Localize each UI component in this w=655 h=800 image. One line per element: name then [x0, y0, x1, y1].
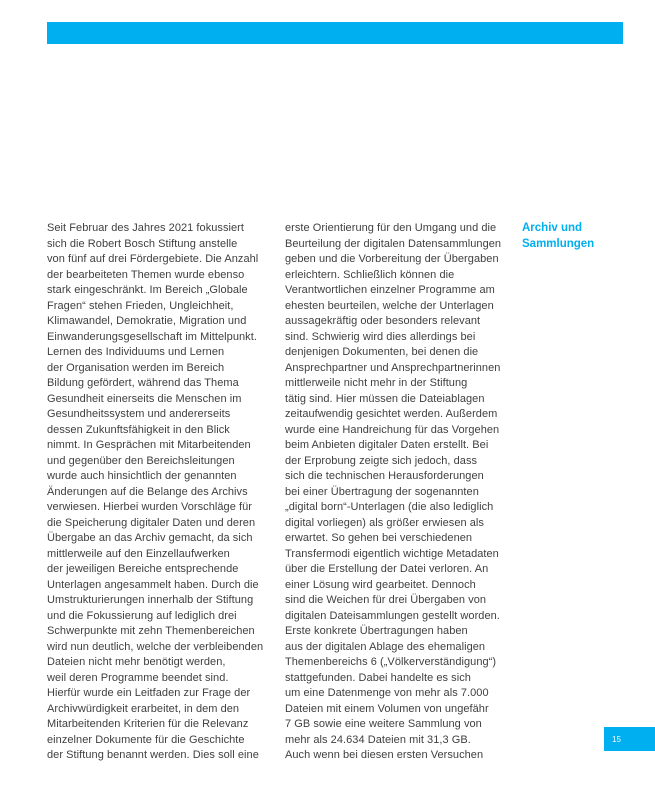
text-line: Auch wenn bei diesen ersten Versuchen	[285, 749, 484, 761]
page-number: 15	[612, 734, 621, 744]
text-line: Hierfür wurde ein Leitfaden zur Frage der	[47, 687, 251, 699]
text-line: der Organisation werden im Bereich	[47, 361, 225, 374]
text-line: der Erprobung zeigte sich jedoch, dass	[285, 454, 478, 467]
text-line: mehr als 24.634 Dateien mit 31,3 GB.	[285, 733, 471, 746]
text-line: nimmt. In Gesprächen mit Mitarbeitenden	[47, 439, 251, 451]
text-line: wurde auch hinsichtlich der genannten	[47, 470, 237, 482]
text-line: Umstrukturierungen innerhalb der Stiftung	[47, 594, 254, 606]
text-line: „digital born“-Unterlagen (die also lediglich	[285, 501, 494, 513]
text-line: Gesundheitssystem und andererseits	[47, 408, 231, 420]
text-line: wurde eine Handreichung für das Vorgehen	[285, 423, 500, 436]
text-line: aus der digitalen Ablage des ehemaligen	[285, 640, 486, 653]
text-line: um eine Datenmenge von mehr als 7.000	[285, 687, 489, 699]
text-line: Lernen des Individuums und Lernen	[47, 346, 225, 358]
text-line: Mitarbeitenden Kriterien für die Relevanz	[47, 718, 249, 730]
text-line: tätig sind. Hier müssen die Dateiablagen	[285, 392, 485, 405]
section-heading-line-2: Sammlungen	[522, 237, 595, 250]
text-line: Erste konkrete Übertragungen haben	[285, 625, 468, 637]
text-line: geben und die Vorbereitung der Übergaben	[285, 253, 499, 265]
section-heading	[522, 221, 647, 252]
text-line: Übergabe an das Archiv gemacht, da sich	[47, 532, 253, 544]
text-line: einer Lösung wird gearbeitet. Dennoch	[285, 578, 476, 591]
text-line: über die Erstellung der Datei verloren. An	[285, 563, 489, 575]
text-line: die Speicherung digitaler Daten und deren	[47, 516, 256, 529]
text-line: digitalen Dateisammlungen gestellt worden.	[285, 609, 500, 622]
text-line: beim Anbieten digitaler Daten erstellt. Bei	[285, 439, 489, 451]
text-line: sind die Weichen für drei Übergaben von	[285, 594, 487, 606]
text-line: und die Fokussierung auf lediglich drei	[47, 609, 237, 622]
header-accent-bar	[47, 22, 623, 44]
text-line: Schwerpunkte mit zehn Themenbereichen	[47, 625, 255, 637]
text-line: Änderungen auf die Belange des Archivs	[47, 485, 248, 498]
text-line: und gegenüber den Bereichsleitungen	[47, 454, 235, 467]
text-line: sind. Schwierig wird dies allerdings bei	[285, 330, 476, 343]
text-line: mittlerweile auf den Einzellaufwerken	[47, 547, 230, 560]
text-line: stattgefunden. Dabei handelte es sich	[285, 671, 471, 684]
text-line: Verantwortlichen einzelner Programme am	[285, 284, 495, 296]
text-line: ehesten beurteilen, welche der Unterlagen	[285, 299, 494, 312]
text-line: einzelner Dokumente für die Geschichte	[47, 733, 245, 746]
text-line: erste Orientierung für den Umgang und die	[285, 222, 497, 234]
text-line: sich die technischen Herausforderungen	[285, 470, 484, 482]
text-line: sich die Robert Bosch Stiftung anstelle	[47, 237, 238, 250]
body-text-column-left	[47, 221, 279, 764]
body-text-column-right	[285, 221, 517, 764]
text-line: verwiesen. Hierbei wurden Vorschläge für	[47, 501, 252, 513]
text-line: dessen Zukunftsfähigkeit in den Blick	[47, 423, 230, 436]
text-line: Gesundheit einerseits die Menschen im	[47, 392, 242, 405]
text-line: Archivwürdigkeit erarbeitet, in dem den	[47, 702, 240, 715]
section-heading-line-1: Archiv und	[522, 222, 583, 234]
text-line: zeitaufwendig gesichtet werden. Außerdem	[285, 408, 498, 420]
text-line: digital vorliegen) als größer erwiesen als	[285, 516, 484, 529]
text-line: weil deren Programme beendet sind.	[47, 671, 229, 684]
text-line: wird nun deutlich, welche der verbleibenden	[47, 640, 264, 653]
text-line: der bearbeiteten Themen wurde ebenso	[47, 268, 245, 281]
text-line: Transfermodi eigentlich wichtige Metadaten	[285, 547, 499, 560]
text-line: mittlerweile nicht mehr in der Stiftung	[285, 377, 468, 389]
text-line: Dateien nicht mehr benötigt werden,	[47, 656, 226, 668]
text-line: Beurteilung der digitalen Datensammlungen	[285, 237, 502, 250]
text-line: Seit Februar des Jahres 2021 fokussiert	[47, 222, 244, 234]
text-line: der jeweiligen Bereiche entsprechende	[47, 563, 239, 575]
text-line: aussagekräftig oder besonders relevant	[285, 315, 481, 327]
text-line: 7 GB sowie eine weitere Sammlung von	[285, 718, 482, 730]
text-line: erleichtern. Schließlich können die	[285, 268, 455, 281]
text-line: Unterlagen angesammelt haben. Durch die	[47, 578, 259, 591]
text-line: Ansprechpartner und Ansprechpartnerinnen	[285, 361, 501, 374]
text-line: der Stiftung benannt werden. Dies soll eine	[47, 749, 259, 761]
text-line: denjenigen Dokumenten, bei denen die	[285, 346, 479, 358]
text-line: von fünf auf drei Fördergebiete. Die Anzahl	[47, 253, 259, 265]
text-line: stark eingeschränkt. Im Bereich „Globale	[47, 284, 248, 296]
text-line: Bildung gefördert, während das Thema	[47, 377, 239, 389]
text-line: Klimawandel, Demokratie, Migration und	[47, 315, 247, 327]
text-line: Fragen“ stehen Frieden, Ungleichheit,	[47, 299, 234, 312]
text-line: Dateien mit einem Volumen von ungefähr	[285, 702, 489, 715]
text-line: Einwanderungsgesellschaft im Mittelpunkt.	[47, 330, 257, 343]
text-line: erwartet. So gehen bei verschiedenen	[285, 532, 473, 544]
text-line: bei einer Übertragung der sogenannten	[285, 485, 479, 498]
text-line: Themenbereichs 6 („Völkerverständigung“)	[285, 656, 497, 668]
page-number-badge	[604, 727, 655, 751]
